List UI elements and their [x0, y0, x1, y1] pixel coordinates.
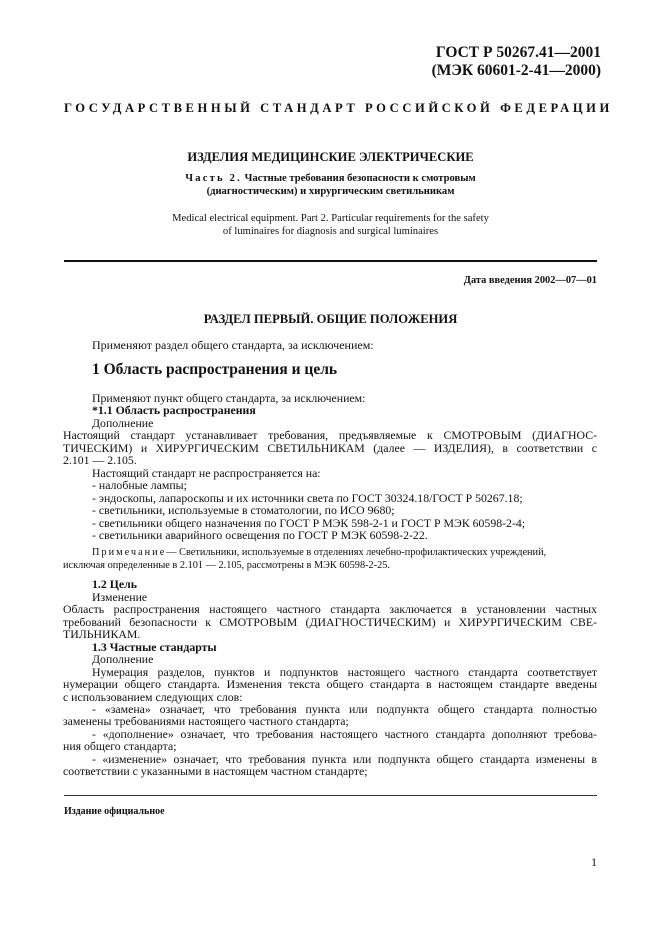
introduction-date: Дата введения 2002—07—01 [463, 275, 597, 286]
english-title-line1: Medical electrical equipment. Part 2. Particular requirements for the safety [172, 213, 489, 224]
list-item: - светильники общего назначения по ГОСТ Р МЭК 598-2-1 и ГОСТ Р МЭК 60598-2-4; [92, 515, 526, 530]
note [63, 547, 597, 572]
list-item: - светильники, используемые в стоматологии, по ИСО 9680; [92, 503, 395, 518]
part-title [64, 172, 597, 198]
body-line: соответствии с указанными в настоящем частном стандарте; [63, 764, 368, 779]
body-line: Изменение [92, 589, 148, 604]
section-heading: РАЗДЕЛ ПЕРВЫЙ. ОБЩИЕ ПОЛОЖЕНИЯ [203, 312, 458, 326]
body-line: 2.101 — 2.105. [63, 453, 137, 468]
english-title-line2: of luminaires for diagnosis and surgical luminaires [222, 226, 439, 237]
part-title-line1: Частные требования безопасности к смотровым [244, 173, 476, 184]
list-item: - «дополнение» означает, что требования настоящего частного стандарта дополняют требова- [92, 726, 597, 741]
page-number: 1 [591, 855, 597, 869]
note-label: Примечание [92, 547, 167, 559]
list-item: - налобные лампы; [92, 478, 187, 493]
note-line2: исключая определенные в 2.101 — 2.105, рассмотрены в МЭК 60598-2-25. [63, 559, 390, 571]
document-designation [432, 44, 601, 80]
body-line: заменены требованиями настоящего частного стандарта; [63, 714, 349, 729]
list-item: - светильники аварийного освещения по ГОСТ Р МЭК 60598-2-22. [92, 527, 428, 542]
part-label: Часть 2. [185, 173, 243, 184]
state-standard-banner: ГОСУДАРСТВЕННЫЙ СТАНДАРТ РОССИЙСКОЙ ФЕДЕРАЦИИ [64, 101, 613, 115]
body-line: ТИЧЕСКИМ) и ХИРУРГИЧЕСКИМ СВЕТИЛЬНИКАМ (далее — ИЗДЕЛИЯ), в соответствии с [63, 440, 597, 455]
body-line: Применяют пункт общего стандарта, за исключением: [92, 391, 366, 405]
body-line: требований безопасности к СМОТРОВЫМ (ДИАГНОСТИЧЕСКИМ) и ХИРУРГИЧЕСКИМ СВЕ- [63, 614, 597, 629]
intro-paragraph: Применяют раздел общего стандарта, за исключением: [92, 338, 374, 352]
body-line: Область распространения настоящего частного стандарта заключается в установлении частных [63, 602, 597, 617]
note-line1: — Светильники, используемые в отделениях лечебно-профилактических учреждений, [166, 547, 547, 559]
clause-1-1-heading: *1.1 Область распространения [92, 403, 256, 418]
title-divider [64, 260, 597, 262]
list-item: - эндоскопы, лапароскопы и их источники света по ГОСТ 30324.18/ГОСТ Р 50267.18; [92, 490, 523, 505]
body-line: ТИЛЬНИКАМ. [63, 627, 141, 642]
part-title-line2: (диагностическим) и хирургическим светильникам [206, 186, 455, 197]
footer-divider [64, 795, 597, 796]
clause-1-2-heading: 1.2 Цель [92, 577, 137, 592]
document-title: ИЗДЕЛИЯ МЕДИЦИНСКИЕ ЭЛЕКТРИЧЕСКИЕ [187, 150, 474, 164]
body-line: Дополнение [92, 415, 154, 430]
body-line: с использованием следующих слов: [63, 689, 243, 704]
clause-1-3-heading: 1.3 Частные стандарты [92, 639, 217, 654]
body-line: ния общего стандарта; [63, 739, 177, 754]
english-title [64, 212, 597, 238]
list-item: - «изменение» означает, что требования пункта или подпункта общего стандарта изменены в [92, 751, 597, 766]
body-line: нумерации общего стандарта. Изменения текста общего стандарта в настоящем стандарте введены [63, 677, 597, 692]
official-edition-label: Издание официальное [64, 806, 165, 817]
body-line: Настоящий стандарт устанавливает требования, предъявляемые к СМОТРОВЫМ (ДИАГНОС- [63, 428, 597, 443]
document-body [63, 391, 597, 779]
gost-number: ГОСТ Р 50267.41—2001 [435, 44, 601, 61]
body-line: Дополнение [92, 652, 154, 667]
clause-1-heading: 1 Область распространения и цель [92, 361, 338, 378]
body-line: Настоящий стандарт не распространяется на: [92, 465, 321, 480]
body-line: Нумерация разделов, пунктов и подпунктов настоящего частного стандарта соответствует [92, 664, 597, 679]
iec-number: (МЭК 60601-2-41—2000) [431, 62, 601, 79]
list-item: - «замена» означает, что требования пункта или подпункта общего стандарта полностью [92, 701, 597, 716]
